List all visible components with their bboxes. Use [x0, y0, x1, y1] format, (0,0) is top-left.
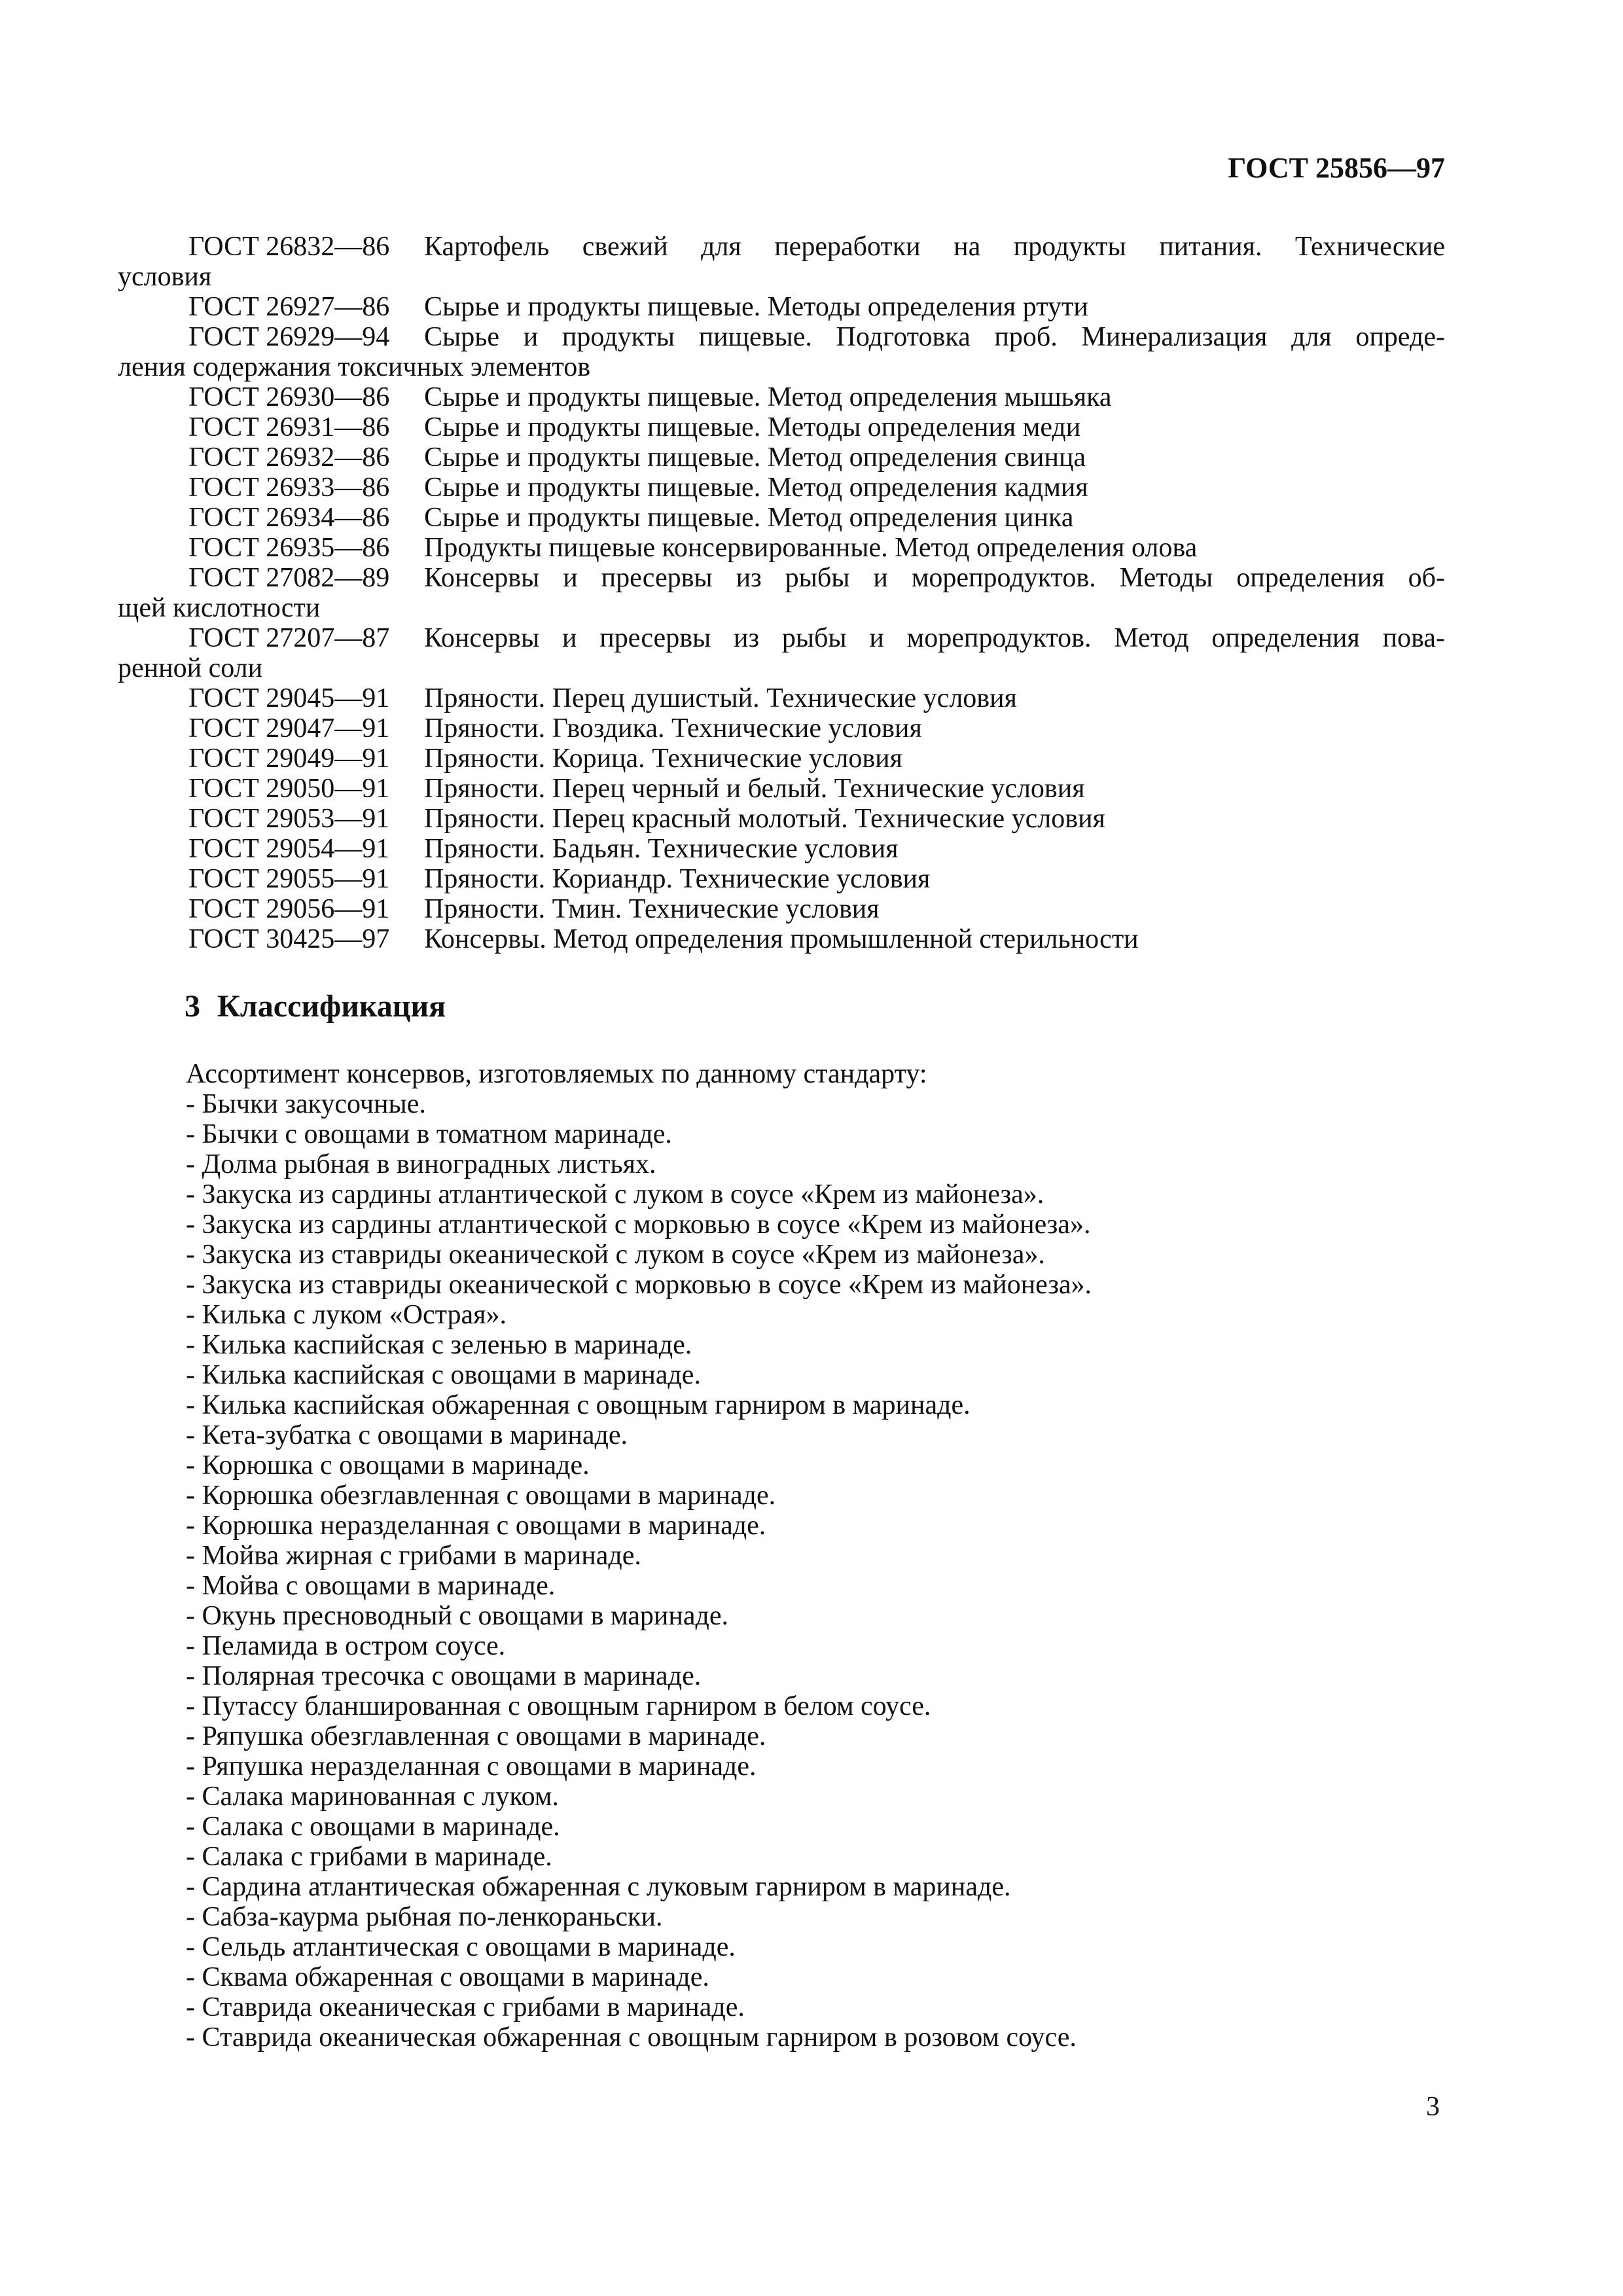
reference-entry	[118, 442, 1445, 473]
reference-title: Пряности. Перец черный и белый. Технические условия	[424, 774, 1085, 804]
reference-entry	[118, 683, 1445, 713]
reference-code: ГОСТ 26927—86	[188, 292, 390, 322]
section-number: 3	[185, 989, 200, 1024]
reference-title: Картофель свежий для переработки на продукты питания. Технические	[424, 232, 1445, 262]
list-item: - Закуска из сардины атлантической с морковью в соусе «Крем из майонеза».	[186, 1210, 1091, 1240]
reference-entry	[118, 412, 1445, 442]
list-item: - Сквама обжаренная с овощами в маринаде.	[186, 1962, 709, 1992]
reference-code: ГОСТ 26931—86	[188, 412, 390, 442]
reference-entry	[118, 322, 1445, 352]
reference-title: Сырье и продукты пищевые. Метод определения мышьяка	[424, 382, 1112, 412]
reference-title: Сырье и продукты пищевые. Подготовка проб. Минерализация для опреде-	[424, 322, 1445, 352]
list-item: - Килька каспийская с овощами в маринаде.	[186, 1360, 701, 1390]
reference-entry	[118, 774, 1445, 804]
list-item: - Ставрида океаническая с грибами в маринаде.	[186, 1992, 745, 2022]
list-item: - Кета-зубатка с овощами в маринаде.	[186, 1420, 628, 1450]
reference-entry	[118, 533, 1445, 563]
list-item: - Закуска из ставриды океанической с морковью в соусе «Крем из майонеза».	[186, 1270, 1092, 1300]
list-item: - Салака с грибами в маринаде.	[186, 1842, 552, 1872]
list-item: - Закуска из сардины атлантической с луком в соусе «Крем из майонеза».	[186, 1179, 1044, 1210]
list-item: - Долма рыбная в виноградных листьях.	[186, 1149, 656, 1179]
reference-title-continuation: ренной соли	[118, 653, 263, 683]
reference-title: Продукты пищевые консервированные. Метод определения олова	[424, 533, 1198, 563]
list-item: - Бычки закусочные.	[186, 1089, 426, 1119]
reference-title: Сырье и продукты пищевые. Методы определения ртути	[424, 292, 1088, 322]
reference-code: ГОСТ 29054—91	[188, 834, 390, 864]
reference-code: ГОСТ 29045—91	[188, 683, 390, 713]
reference-code: ГОСТ 29047—91	[188, 713, 390, 744]
reference-code: ГОСТ 27207—87	[188, 623, 390, 653]
reference-title-continuation: условия	[118, 262, 212, 292]
reference-entry	[118, 232, 1445, 262]
list-item: - Ряпушка неразделанная с овощами в маринаде.	[186, 1751, 757, 1782]
product-list	[186, 1089, 1092, 2053]
list-item: - Бычки с овощами в томатном маринаде.	[186, 1119, 672, 1149]
reference-code: ГОСТ 26932—86	[188, 442, 390, 473]
list-item: - Салака маринованная с луком.	[186, 1782, 559, 1812]
list-item: - Ставрида океаническая обжаренная с овощным гарниром в розовом соусе.	[186, 2022, 1077, 2053]
reference-entry	[118, 563, 1445, 593]
reference-title: Консервы и пресервы из рыбы и морепродуктов. Метод определения пова-	[424, 623, 1445, 653]
list-item: - Закуска из ставриды океанической с луком в соусе «Крем из майонеза».	[186, 1240, 1045, 1270]
list-item: - Мойва жирная с грибами в маринаде.	[186, 1541, 641, 1571]
reference-code: ГОСТ 29056—91	[188, 894, 390, 924]
reference-title: Пряности. Бадьян. Технические условия	[424, 834, 899, 864]
reference-code: ГОСТ 26929—94	[188, 322, 390, 352]
list-item: - Корюшка с овощами в маринаде.	[186, 1450, 590, 1480]
reference-entry	[118, 804, 1445, 834]
section-heading	[185, 988, 446, 1025]
list-item: - Сабза-каурма рыбная по-ленкораньски.	[186, 1902, 663, 1932]
reference-title: Пряности. Перец душистый. Технические условия	[424, 683, 1017, 713]
reference-code: ГОСТ 29053—91	[188, 804, 390, 834]
list-item: - Путассу бланшированная с овощным гарниром в белом соусе.	[186, 1691, 931, 1721]
reference-entry	[118, 864, 1445, 894]
document-header: ГОСТ 25856—97	[1228, 152, 1445, 184]
list-item: - Корюшка неразделанная с овощами в маринаде.	[186, 1511, 766, 1541]
section-intro: Ассортимент консервов, изготовляемых по данному стандарту:	[186, 1059, 927, 1089]
list-item: - Ряпушка обезглавленная с овощами в маринаде.	[186, 1721, 766, 1751]
reference-code: ГОСТ 29055—91	[188, 864, 390, 894]
list-item: - Килька с луком «Острая».	[186, 1300, 507, 1330]
reference-code: ГОСТ 29050—91	[188, 774, 390, 804]
reference-entry	[118, 382, 1445, 412]
reference-title: Пряности. Корица. Технические условия	[424, 744, 902, 774]
list-item: - Корюшка обезглавленная с овощами в маринаде.	[186, 1480, 776, 1511]
reference-entry	[118, 713, 1445, 744]
reference-title: Консервы. Метод определения промышленной стерильности	[424, 924, 1139, 954]
list-item: - Сельдь атлантическая с овощами в маринаде.	[186, 1932, 736, 1962]
reference-code: ГОСТ 26933—86	[188, 473, 390, 503]
section-title: Классификация	[217, 989, 446, 1024]
list-item: - Салака с овощами в маринаде.	[186, 1812, 560, 1842]
reference-entry	[118, 473, 1445, 503]
reference-code: ГОСТ 29049—91	[188, 744, 390, 774]
list-item: - Пеламида в остром соусе.	[186, 1631, 506, 1661]
reference-title: Пряности. Гвоздика. Технические условия	[424, 713, 922, 744]
reference-title: Сырье и продукты пищевые. Метод определения кадмия	[424, 473, 1088, 503]
normative-references-list	[118, 232, 1445, 954]
reference-code: ГОСТ 26934—86	[188, 503, 390, 533]
reference-entry	[118, 503, 1445, 533]
reference-title: Пряности. Тмин. Технические условия	[424, 894, 880, 924]
reference-code: ГОСТ 26930—86	[188, 382, 390, 412]
list-item: - Килька каспийская с зеленью в маринаде.	[186, 1330, 692, 1360]
reference-code: ГОСТ 27082—89	[188, 563, 390, 593]
list-item: - Мойва с овощами в маринаде.	[186, 1571, 556, 1601]
reference-title: Сырье и продукты пищевые. Метод определения свинца	[424, 442, 1086, 473]
reference-code: ГОСТ 26832—86	[188, 232, 390, 262]
reference-title-continuation: щей кислотности	[118, 593, 321, 623]
reference-code: ГОСТ 30425—97	[188, 924, 390, 954]
reference-entry	[118, 744, 1445, 774]
page-number: 3	[1426, 2092, 1440, 2122]
reference-title: Пряности. Кориандр. Технические условия	[424, 864, 931, 894]
reference-entry	[118, 292, 1445, 322]
list-item: - Килька каспийская обжаренная с овощным гарниром в маринаде.	[186, 1390, 971, 1420]
list-item: - Сардина атлантическая обжаренная с луковым гарниром в маринаде.	[186, 1872, 1011, 1902]
reference-title: Сырье и продукты пищевые. Метод определения цинка	[424, 503, 1074, 533]
reference-entry	[118, 623, 1445, 653]
reference-entry	[118, 924, 1445, 954]
reference-code: ГОСТ 26935—86	[188, 533, 390, 563]
reference-title: Сырье и продукты пищевые. Методы определения меди	[424, 412, 1081, 442]
list-item: - Полярная тресочка с овощами в маринаде.	[186, 1661, 702, 1691]
reference-title: Консервы и пресервы из рыбы и морепродуктов. Методы определения об-	[424, 563, 1445, 593]
list-item: - Окунь пресноводный с овощами в маринаде.	[186, 1601, 729, 1631]
reference-entry	[118, 834, 1445, 864]
reference-title-continuation: ления содержания токсичных элементов	[118, 352, 591, 382]
reference-entry	[118, 894, 1445, 924]
reference-title: Пряности. Перец красный молотый. Технические условия	[424, 804, 1105, 834]
